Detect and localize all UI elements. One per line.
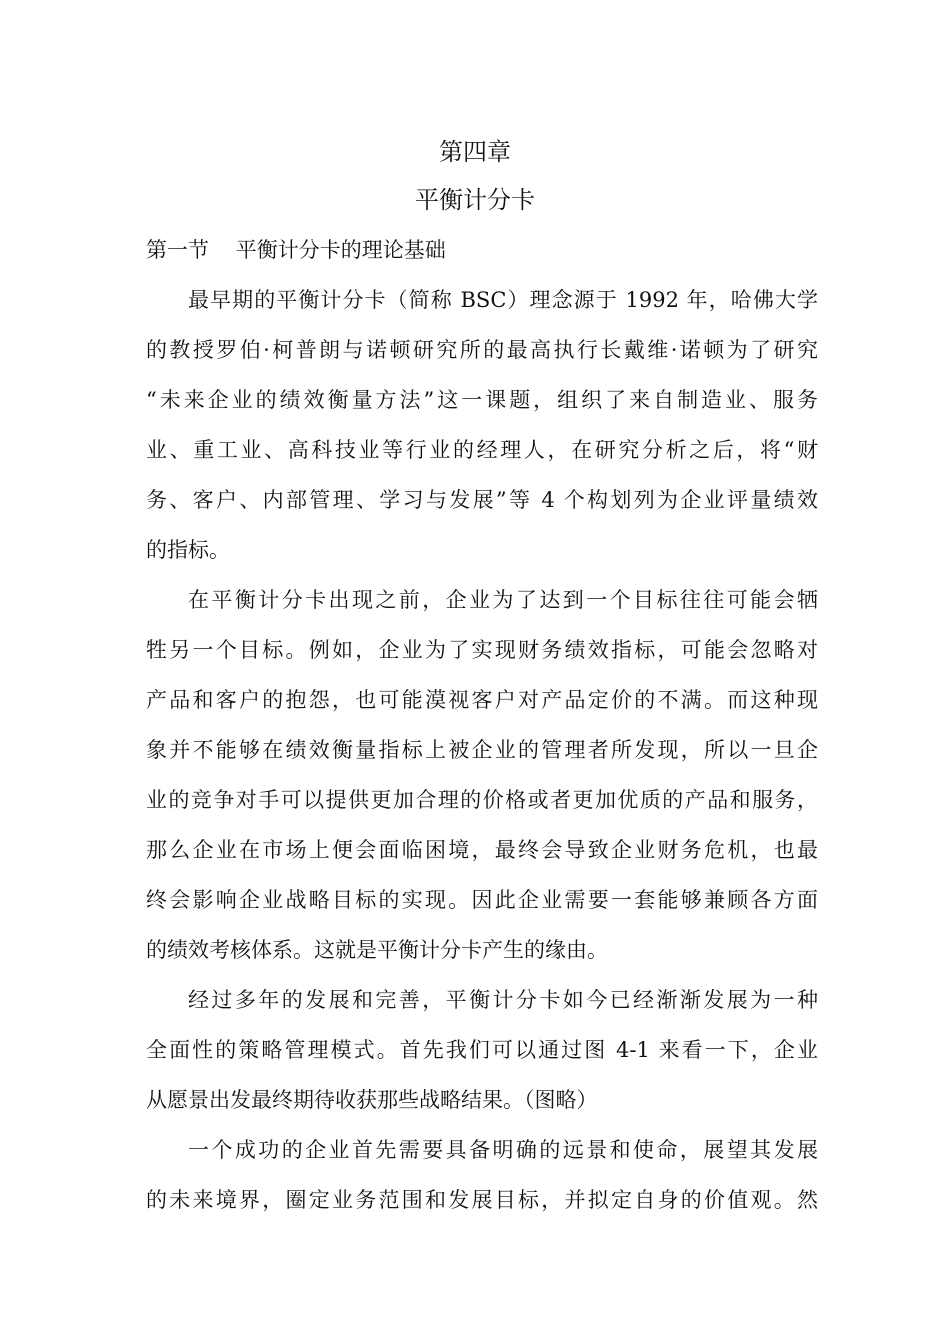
body-line: 经过多年的发展和完善，平衡计分卡如今已经渐渐发展为一种 xyxy=(188,988,818,1012)
body-line: 最早期的平衡计分卡（简称 BSC）理念源于 1992 年，哈佛大学 xyxy=(188,288,818,312)
body-line: 象并不能够在绩效衡量指标上被企业的管理者所发现，所以一旦企 xyxy=(146,738,818,762)
body-line: 一个成功的企业首先需要具备明确的远景和使命，展望其发展 xyxy=(188,1138,818,1162)
body-line: 的教授罗伯·柯普朗与诺顿研究所的最高执行长戴维·诺顿为了研究 xyxy=(146,338,818,362)
chapter-number: 第四章 xyxy=(439,138,511,166)
body-line: 业、重工业、高科技业等行业的经理人，在研究分析之后，将“财 xyxy=(146,438,818,462)
body-line: 的绩效考核体系。这就是平衡计分卡产生的缘由。 xyxy=(146,938,608,962)
section-heading: 第一节 平衡计分卡的理论基础 xyxy=(146,238,446,262)
body-line: 全面性的策略管理模式。首先我们可以通过图 4-1 来看一下，企业 xyxy=(146,1038,818,1062)
body-line: 产品和客户的抱怨，也可能漠视客户对产品定价的不满。而这种现 xyxy=(146,688,818,712)
body-line: 的指标。 xyxy=(146,538,230,562)
body-line: 终会影响企业战略目标的实现。因此企业需要一套能够兼顾各方面 xyxy=(146,888,818,912)
body-line: “未来企业的绩效衡量方法”这一课题，组织了来自制造业、服务 xyxy=(146,388,818,412)
body-line: 从愿景出发最终期待收获那些战略结果。（图略） xyxy=(146,1088,598,1112)
body-line: 务、客户、内部管理、学习与发展”等 4 个构划列为企业评量绩效 xyxy=(146,488,818,512)
body-line: 业的竞争对手可以提供更加合理的价格或者更加优质的产品和服务， xyxy=(146,788,818,812)
chapter-title: 平衡计分卡 xyxy=(415,186,535,214)
body-line: 牲另一个目标。例如，企业为了实现财务绩效指标，可能会忽略对 xyxy=(146,638,818,662)
body-line: 的未来境界，圈定业务范围和发展目标，并拟定自身的价值观。然 xyxy=(146,1188,818,1212)
body-line: 在平衡计分卡出现之前，企业为了达到一个目标往往可能会牺 xyxy=(188,588,818,612)
body-line: 那么企业在市场上便会面临困境，最终会导致企业财务危机，也最 xyxy=(146,838,818,862)
